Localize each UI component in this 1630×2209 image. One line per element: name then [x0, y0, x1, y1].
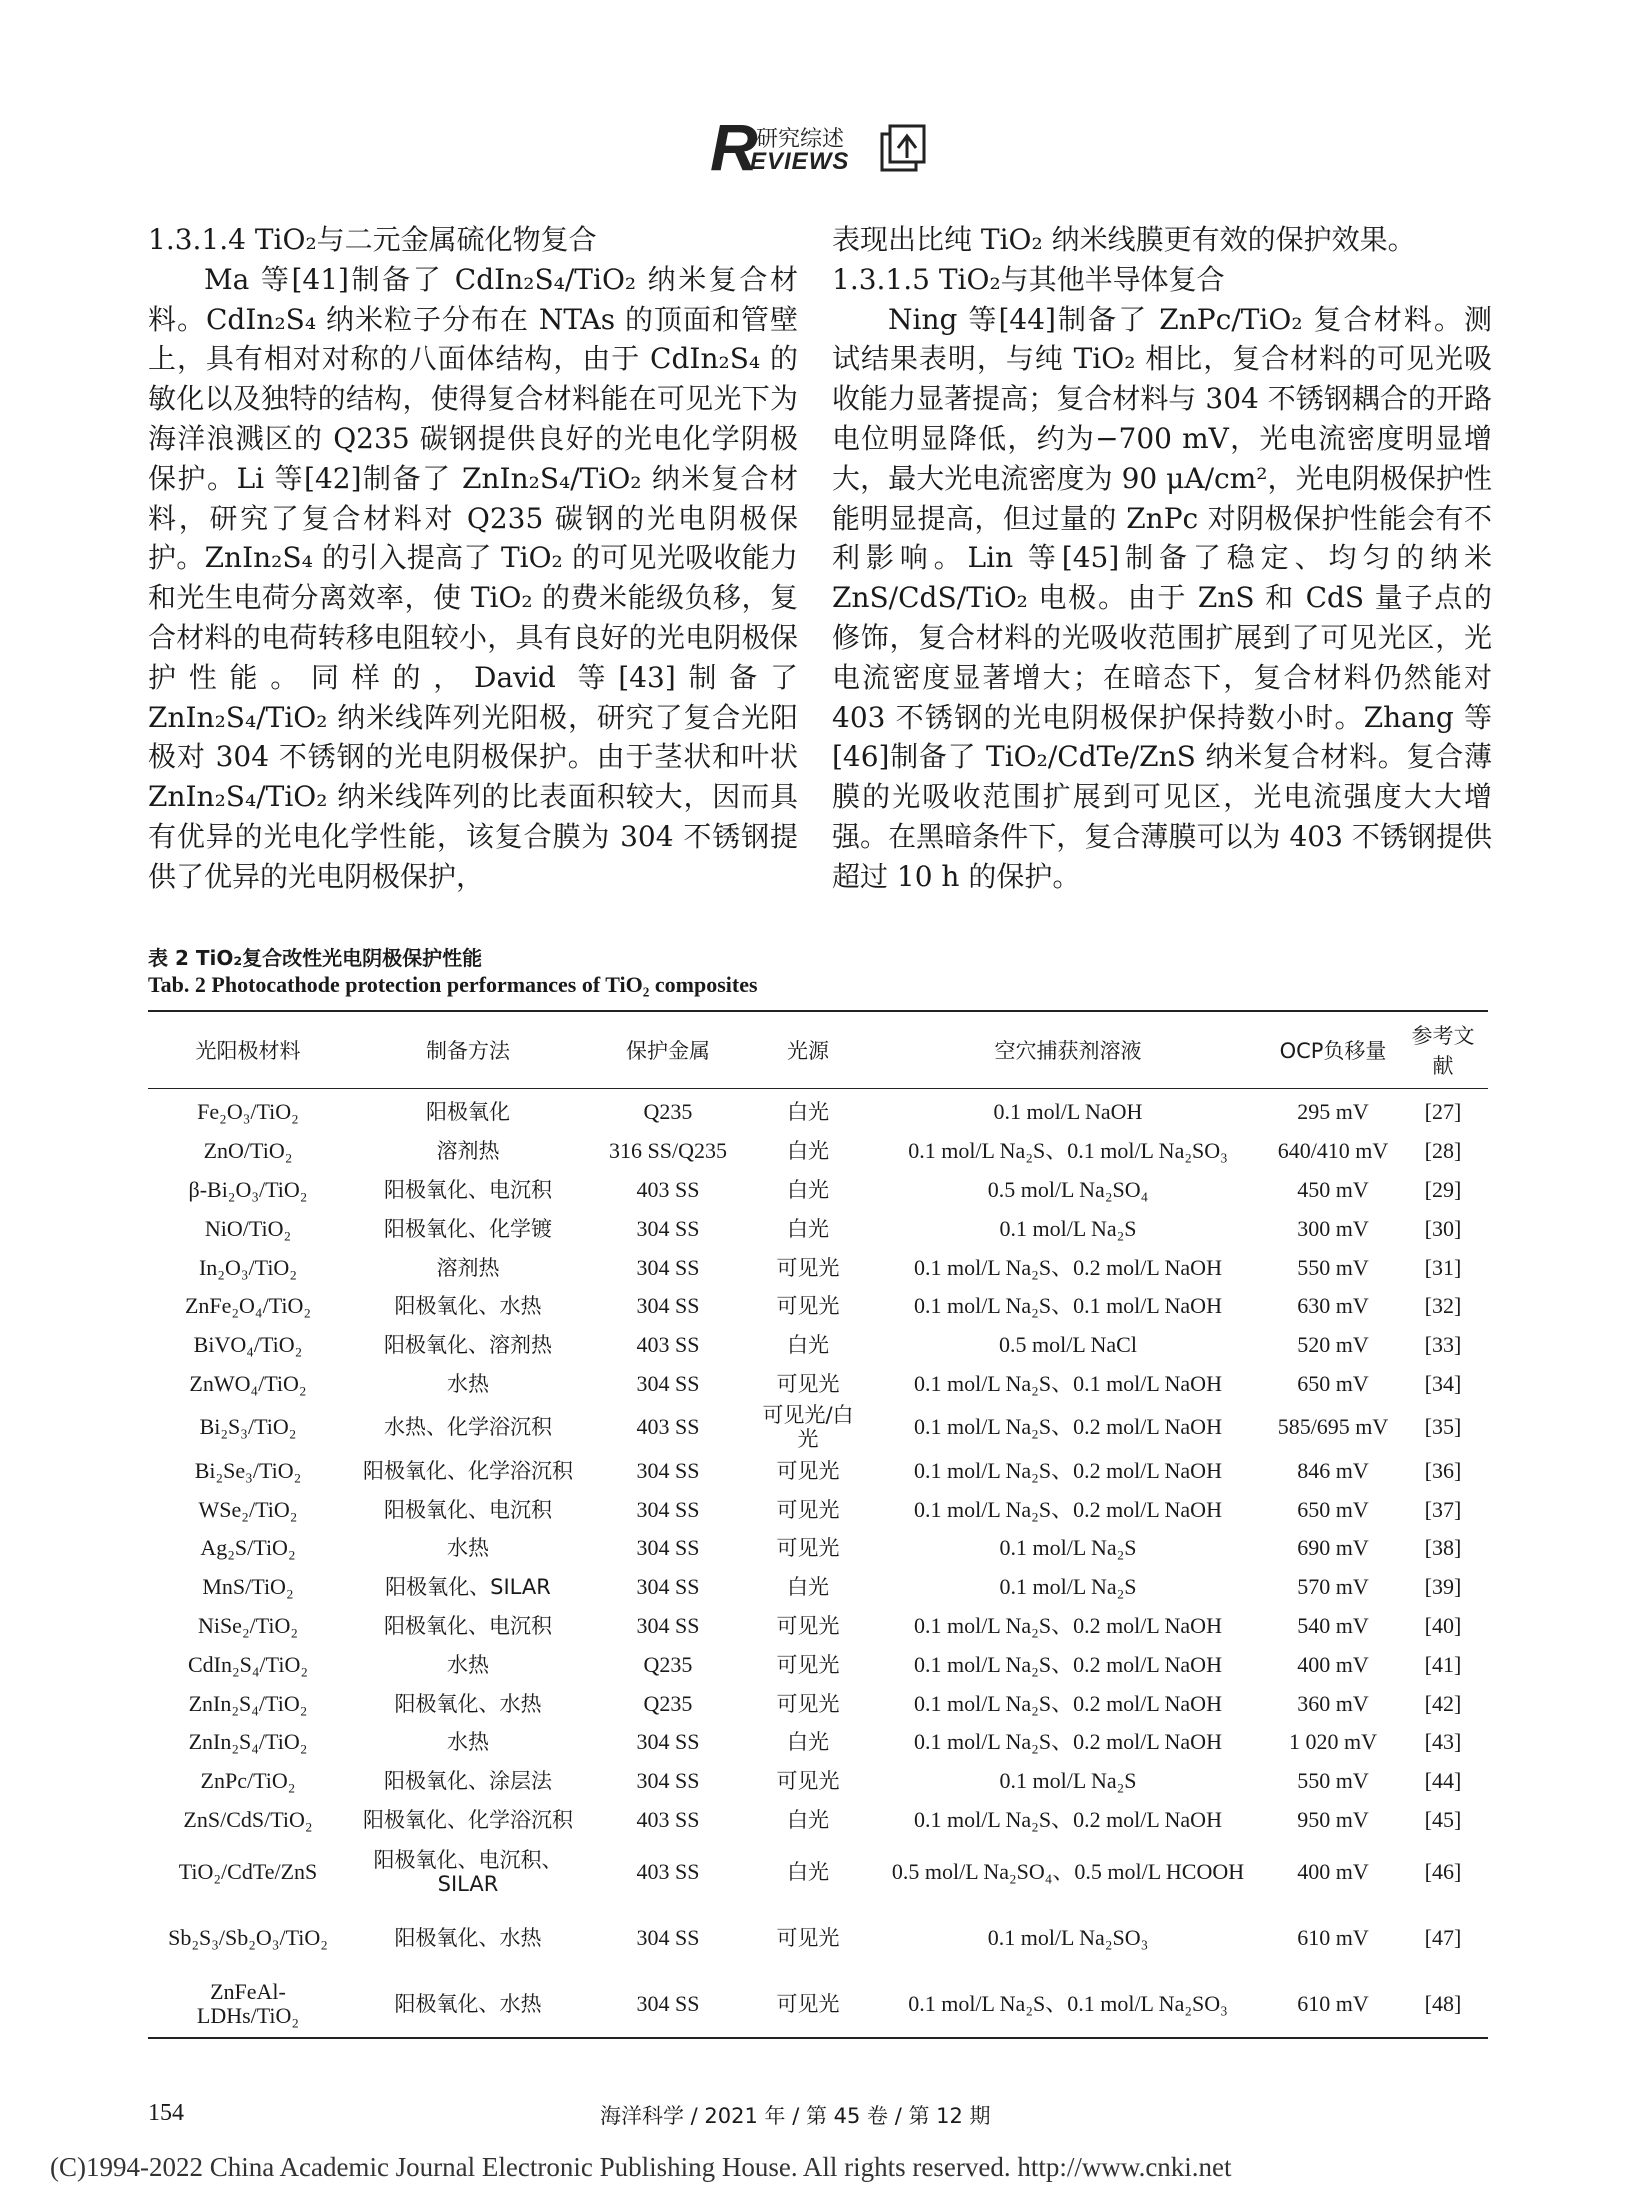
table-cell: Q235	[643, 1099, 693, 1125]
table-cell: [34]	[1424, 1370, 1462, 1396]
logo-letter: R	[710, 110, 758, 184]
table-cell: 可见光	[748, 1971, 868, 2038]
table-cell: 450 mV	[1297, 1176, 1369, 1202]
table-cell: BiVO₄/TiO₂	[193, 1332, 303, 1358]
table-cell: [33]	[1424, 1332, 1462, 1358]
column-header: 制备方法	[348, 1011, 588, 1089]
table-cell: [40]	[1424, 1612, 1462, 1638]
column-header: 光阳极材料	[148, 1011, 348, 1089]
table-cell: 阳极氧化、SILAR	[385, 1575, 551, 1600]
table-cell: [43]	[1424, 1729, 1462, 1755]
table-cell: 水热	[447, 1536, 489, 1561]
table-cell: [30]	[1424, 1215, 1462, 1241]
table-cell: 可见光	[776, 1536, 840, 1561]
table-cell: 水热	[447, 1371, 489, 1396]
table-cell: 295 mV	[1297, 1099, 1369, 1125]
page-number: 154	[148, 2100, 184, 2126]
table-cell: 水热	[447, 1730, 489, 1755]
table-cell: 304 SS	[636, 1496, 700, 1522]
table-cell: Bi₂Se₃/TiO₂	[194, 1457, 302, 1483]
table-cell: 650 mV	[1297, 1370, 1369, 1396]
table-cell: 610 mV	[1268, 1971, 1398, 2038]
table-row	[148, 1645, 1488, 1684]
left-column-paragraph: Ma 等[41]制备了 CdIn₂S₄/TiO₂ 纳米复合材料。CdIn₂S₄ 纳米粒子分布在 NTAs 的顶面和管壁上，具有相对对称的八面体结构，由于 CdIn₂S₄ 的敏化以及独特的结构，使得复合材料能在可见光下为海洋浪溅区的 Q235 碳钢提供良好的光电化学阴极保护。Li 等[42]制备了 ZnIn₂S₄/TiO₂ 纳米复合材料，研究了复合材料对 Q235 碳钢的光电阴极保护。ZnIn₂S₄ 的引入提高了 TiO₂ 的可见光吸收能力和光生电荷分离效率，使 TiO₂ 的费米能级负移，复合材料的电荷转移电阻较小，具有良好的光电阴极保护性能。同样的，David 等[43]制备了 ZnIn₂S₄/TiO₂ 纳米线阵列光阳极，研究了复合光阳极对 304 不锈钢的光电阴极保护。由于茎状和叶状 ZnIn₂S₄/TiO₂ 纳米线阵列的比表面积较大，因而具有优异的光电化学性能，该复合膜为 304 不锈钢提供了优异的光电阴极保护，	[148, 262, 798, 893]
table-cell: 0.1 mol/L Na₂S、0.2 mol/L NaOH	[914, 1457, 1222, 1483]
table-cell: 316 SS/Q235	[609, 1138, 727, 1164]
table-cell: 0.1 mol/L Na₂S、0.1 mol/L Na₂SO₃	[868, 1971, 1268, 2038]
column-header: 空穴捕获剂溶液	[868, 1011, 1268, 1089]
table-cell: 溶剂热	[436, 1255, 500, 1280]
table-cell: 可见光	[776, 1769, 840, 1794]
table-cell: 0.5 mol/L Na₂SO₄	[987, 1176, 1149, 1202]
table-cell: 阳极氧化、水热	[348, 1971, 588, 2038]
table-cell: 0.1 mol/L Na₂S	[999, 1768, 1137, 1794]
table-cell: [27]	[1424, 1099, 1462, 1125]
table-cell: 650 mV	[1297, 1496, 1369, 1522]
table-caption-en: Tab. 2 Photocathode protection performances of TiO₂ composites	[148, 972, 758, 997]
table-cell: 403 SS	[636, 1414, 700, 1440]
table-cell: 400 mV	[1297, 1651, 1369, 1677]
table-cell: [32]	[1424, 1293, 1462, 1319]
table-cell: 403 SS	[636, 1176, 700, 1202]
table-cell: 403 SS	[636, 1859, 700, 1885]
table-cell: 0.1 mol/L NaOH	[993, 1099, 1143, 1125]
table-cell: ZnIn₂S₄/TiO₂	[188, 1729, 308, 1755]
table-row	[148, 1089, 1488, 1132]
table-row	[148, 1529, 1488, 1568]
table-cell: NiO/TiO₂	[204, 1215, 292, 1241]
table-row	[148, 1403, 1488, 1451]
table-cell: [35]	[1424, 1414, 1462, 1440]
table-cell: 阳极氧化、水热	[394, 1926, 542, 1951]
table-cell: [48]	[1398, 1971, 1488, 2038]
right-column-continuation: 表现出比纯 TiO₂ 纳米线膜更有效的保护效果。	[832, 223, 1416, 256]
table-cell: 白光	[787, 1860, 829, 1885]
table-cell: β-Bi₂O₃/TiO₂	[188, 1176, 308, 1202]
table-cell: [29]	[1424, 1176, 1462, 1202]
table-cell: ZnO/TiO₂	[203, 1138, 293, 1164]
table-cell: 阳极氧化、涂层法	[384, 1769, 552, 1794]
table-cell: 可见光	[776, 1458, 840, 1483]
table-row	[148, 1801, 1488, 1840]
table-cell: [37]	[1424, 1496, 1462, 1522]
table-cell: [28]	[1424, 1138, 1462, 1164]
table-row	[148, 1607, 1488, 1646]
table-cell: 304 SS	[636, 1729, 700, 1755]
table-cell: 0.5 mol/L NaCl	[999, 1332, 1137, 1358]
table-cell: 304 SS	[636, 1370, 700, 1396]
table-cell: 640/410 mV	[1277, 1138, 1389, 1164]
table-cell: 400 mV	[1297, 1859, 1369, 1885]
table-cell: 0.1 mol/L Na₂S、0.2 mol/L NaOH	[914, 1612, 1222, 1638]
table-cell: 白光	[787, 1139, 829, 1164]
table-cell: 304 SS	[636, 1457, 700, 1483]
table-cell: [47]	[1424, 1925, 1462, 1951]
table-cell: 阳极氧化、电沉积	[384, 1613, 552, 1638]
copyright-line: (C)1994-2022 China Academic Journal Electronic Publishing House. All rights reserved. http://www.cnki.net	[50, 2152, 1232, 2182]
journal-section-logo	[710, 110, 930, 184]
table-cell: 阳极氧化、化学浴沉积	[363, 1807, 573, 1832]
table-cell: 403 SS	[636, 1332, 700, 1358]
table-cell: 304 SS	[636, 1612, 700, 1638]
table-cell: 白光	[787, 1100, 829, 1125]
table-cell: 0.1 mol/L Na₂S、0.1 mol/L NaOH	[914, 1293, 1222, 1319]
table-cell: 可见光/白光	[762, 1403, 854, 1452]
table-cell: Sb₂S₃/Sb₂O₃/TiO₂	[168, 1925, 328, 1951]
table-cell: ZnS/CdS/TiO₂	[183, 1806, 313, 1832]
table-row	[148, 1209, 1488, 1248]
table-cell: [36]	[1424, 1457, 1462, 1483]
table-cell: 阳极氧化、电沉积	[384, 1497, 552, 1522]
table-cell: 0.1 mol/L Na₂SO₃	[987, 1925, 1149, 1951]
left-column	[148, 220, 798, 897]
table-cell: 水热	[447, 1652, 489, 1677]
table-cell: Q235	[643, 1690, 693, 1716]
table-cell: 可见光	[776, 1613, 840, 1638]
journal-issue: 海洋科学 / 2021 年 / 第 45 卷 / 第 12 期	[600, 2104, 991, 2128]
table-row	[148, 1326, 1488, 1365]
table-cell: 白光	[787, 1575, 829, 1600]
table-cell: 0.5 mol/L Na₂SO₄、0.5 mol/L HCOOH	[891, 1859, 1245, 1885]
right-column-paragraph: Ning 等[44]制备了 ZnPc/TiO₂ 复合材料。测试结果表明，与纯 TiO₂ 相比，复合材料的可见光吸收能力显著提高；复合材料与 304 不锈钢耦合的开路电位明显降低，约为−700 mV，光电流密度明显增大，最大光电流密度为 90 μA/cm²，光电阴极保护性能明显提高，但过量的 ZnPc 对阴极保护性能会有不利影响。Lin 等[45]制备了稳定、均匀的纳米 ZnS/CdS/TiO₂ 电极。由于 ZnS 和 CdS 量子点的修饰，复合材料的光吸收范围扩展到了可见光区，光电流密度显著增大；在暗态下，复合材料仍然能对 403 不锈钢的光电阴极保护保持数小时。Zhang 等[46]制备了 TiO₂/CdTe/ZnS 纳米复合材料。复合薄膜的光吸收范围扩展到可见区，光电流强度大大增强。在黑暗条件下，复合薄膜可以为 403 不锈钢提供超过 10 h 的保护。	[832, 302, 1492, 893]
table-cell: 阳极氧化、水热	[394, 1294, 542, 1319]
table-cell: 304 SS	[636, 1574, 700, 1600]
table-cell: 304 SS	[636, 1768, 700, 1794]
table-row	[148, 1839, 1488, 1905]
table-cell: 水热、化学浴沉积	[384, 1415, 552, 1440]
document-icon	[880, 120, 926, 172]
table-cell: 585/695 mV	[1277, 1414, 1389, 1440]
table-cell: 360 mV	[1297, 1690, 1369, 1716]
table-cell: 阳极氧化、化学浴沉积	[363, 1458, 573, 1483]
table-cell: 304 SS	[588, 1971, 748, 2038]
logo-cn: 研究综述	[756, 127, 845, 152]
table-cell: 846 mV	[1297, 1457, 1369, 1483]
table-cell: 610 mV	[1297, 1925, 1369, 1951]
table-cell: WSe₂/TiO₂	[198, 1496, 298, 1522]
table-row	[148, 1365, 1488, 1404]
table-cell: 0.1 mol/L Na₂S、0.2 mol/L NaOH	[914, 1729, 1222, 1755]
table-caption-cn: 表 2 TiO₂复合改性光电阴极保护性能	[148, 946, 483, 970]
table-row	[148, 1287, 1488, 1326]
table-cell: ZnIn₂S₄/TiO₂	[188, 1690, 308, 1716]
table-cell: 304 SS	[636, 1254, 700, 1280]
table-row	[148, 1171, 1488, 1210]
column-header: 光源	[748, 1011, 868, 1089]
table-cell: [42]	[1424, 1690, 1462, 1716]
left-column-subheading: 1.3.1.4 TiO₂与二元金属硫化物复合	[148, 223, 597, 256]
table-cell: 0.1 mol/L Na₂S	[999, 1574, 1137, 1600]
table-cell: 0.1 mol/L Na₂S、0.2 mol/L NaOH	[914, 1690, 1222, 1716]
table-cell: [45]	[1424, 1806, 1462, 1832]
table-cell: NiSe₂/TiO₂	[197, 1612, 299, 1638]
right-column	[832, 220, 1492, 897]
table-cell: 阳极氧化、溶剂热	[384, 1333, 552, 1358]
table-cell: 690 mV	[1297, 1535, 1369, 1561]
table-cell: 白光	[787, 1333, 829, 1358]
table-cell: 白光	[787, 1177, 829, 1202]
table-cell: 520 mV	[1297, 1332, 1369, 1358]
table-cell: 白光	[787, 1807, 829, 1832]
column-header: 参考文献	[1398, 1011, 1488, 1089]
table-cell: 304 SS	[636, 1535, 700, 1561]
table-cell: CdIn₂S₄/TiO₂	[187, 1651, 309, 1677]
table-cell: 540 mV	[1297, 1612, 1369, 1638]
table-row	[148, 1568, 1488, 1607]
table-cell: 阳极氧化	[426, 1100, 510, 1125]
table-cell: [31]	[1424, 1254, 1462, 1280]
table-cell: 可见光	[776, 1255, 840, 1280]
table-cell: ZnFe₂O₄/TiO₂	[184, 1293, 312, 1319]
table-cell: 白光	[787, 1216, 829, 1241]
table-row	[148, 1490, 1488, 1529]
table-cell: 0.1 mol/L Na₂S、0.2 mol/L NaOH	[914, 1254, 1222, 1280]
table-cell: [46]	[1424, 1859, 1462, 1885]
table-cell: TiO₂/CdTe/ZnS	[178, 1859, 318, 1885]
table-row	[148, 1723, 1488, 1762]
table-cell: [41]	[1424, 1651, 1462, 1677]
table-cell: ZnPc/TiO₂	[200, 1768, 296, 1794]
table-cell: 可见光	[776, 1497, 840, 1522]
table-cell: 630 mV	[1297, 1293, 1369, 1319]
table-cell: 550 mV	[1297, 1254, 1369, 1280]
table-cell: 阳极氧化、电沉积	[384, 1177, 552, 1202]
table-cell: 可见光	[776, 1371, 840, 1396]
table-row	[148, 1132, 1488, 1171]
table-row	[148, 1762, 1488, 1801]
table-cell: ZnFeAl-LDHs/TiO₂	[148, 1971, 348, 2038]
table-cell: Bi₂S₃/TiO₂	[199, 1414, 297, 1440]
table-cell: In₂O₃/TiO₂	[198, 1254, 297, 1280]
table-cell: 可见光	[776, 1926, 840, 1951]
table-cell: 0.1 mol/L Na₂S、0.1 mol/L NaOH	[914, 1370, 1222, 1396]
column-header: OCP负移量	[1268, 1011, 1398, 1089]
table-row	[148, 1248, 1488, 1287]
table-cell: [39]	[1424, 1574, 1462, 1600]
logo-en: EVIEWS	[750, 148, 850, 175]
table-cell: 0.1 mol/L Na₂S、0.2 mol/L NaOH	[914, 1806, 1222, 1832]
table-cell: 300 mV	[1297, 1215, 1369, 1241]
table-cell: 0.1 mol/L Na₂S、0.1 mol/L Na₂SO₃	[908, 1138, 1228, 1164]
table-cell: [44]	[1424, 1768, 1462, 1794]
table-cell: 阳极氧化、化学镀	[384, 1216, 552, 1241]
table-cell: 可见光	[776, 1691, 840, 1716]
table-cell: 304 SS	[636, 1215, 700, 1241]
table-row	[148, 1684, 1488, 1723]
table-cell: 0.1 mol/L Na₂S	[999, 1215, 1137, 1241]
table-cell: 溶剂热	[436, 1139, 500, 1164]
table-cell: ZnWO₄/TiO₂	[189, 1370, 307, 1396]
table-cell: 950 mV	[1297, 1806, 1369, 1832]
table-cell: 0.1 mol/L Na₂S、0.2 mol/L NaOH	[914, 1496, 1222, 1522]
table-cell: 304 SS	[636, 1925, 700, 1951]
table-cell: MnS/TiO₂	[202, 1574, 294, 1600]
table-row	[148, 1905, 1488, 1971]
table-cell: 403 SS	[636, 1806, 700, 1832]
table-cell: 可见光	[776, 1652, 840, 1677]
table-cell: Q235	[643, 1651, 693, 1677]
table-cell: [38]	[1424, 1535, 1462, 1561]
table-cell: 阳极氧化、水热	[394, 1691, 542, 1716]
table-cell: 570 mV	[1297, 1574, 1369, 1600]
table-cell: 白光	[787, 1730, 829, 1755]
table-cell: 可见光	[776, 1294, 840, 1319]
table-cell: Ag₂S/TiO₂	[200, 1535, 296, 1561]
table-cell: 304 SS	[636, 1293, 700, 1319]
table-cell: 阳极氧化、电沉积、SILAR	[373, 1848, 563, 1897]
table-row	[148, 1971, 1488, 2038]
table-cell: 1 020 mV	[1289, 1729, 1377, 1755]
right-column-subheading: 1.3.1.5 TiO₂与其他半导体复合	[832, 262, 1225, 296]
table-cell: 0.1 mol/L Na₂S、0.2 mol/L NaOH	[914, 1414, 1222, 1440]
table-cell: 0.1 mol/L Na₂S	[999, 1535, 1137, 1561]
table-row	[148, 1451, 1488, 1490]
table-cell: 0.1 mol/L Na₂S、0.2 mol/L NaOH	[914, 1651, 1222, 1677]
column-header: 保护金属	[588, 1011, 748, 1089]
data-table	[148, 1010, 1488, 2039]
table-cell: Fe₂O₃/TiO₂	[197, 1099, 299, 1125]
table-cell: 550 mV	[1297, 1768, 1369, 1794]
